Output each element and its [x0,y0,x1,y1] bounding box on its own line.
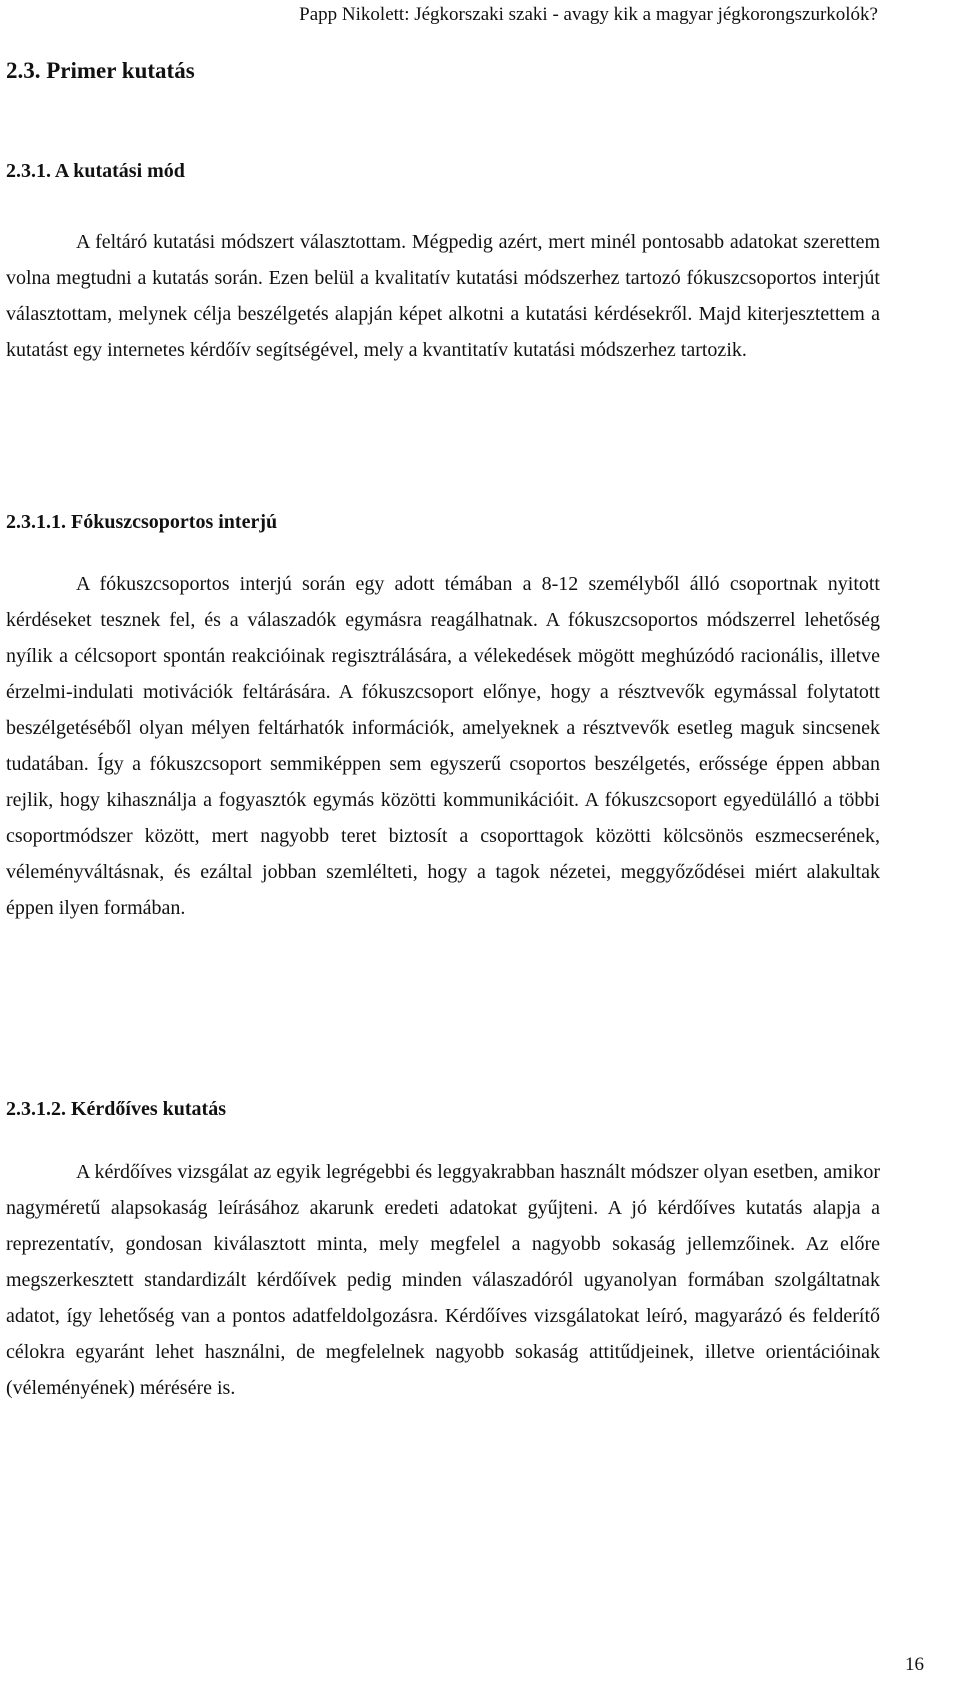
subsubsection-heading-questionnaire: 2.3.1.2. Kérdőíves kutatás [6,1098,226,1120]
subsubsection-heading-focus-group: 2.3.1.1. Fókuszcsoportos interjú [6,511,278,533]
paragraph-questionnaire: A kérdőíves vizsgálat az egyik legrégebbi és leggyakrabban használt módszer olyan esetben, amikor nagyméretű alapsokaság leírásához akarunk eredeti adatokat gyűjteni. A jó kérdőíves kutatás alapja a reprezentatív, gondosan kiválasztott minta, mely megfelel a nagyobb sokaság jellemzőinek. Az előre megszerkesztett standardizált kérdőívek pedig minden válaszadóról ugyanolyan formában szolgáltatnak adatot, így lehetőség van a pontos adatfeldolgozásra. Kérdőíves vizsgálatokat leíró, magyarázó és felderítő célokra egyaránt lehet használni, de megfelelnek nagyobb sokaság attitűdjeinek, illetve orientációinak (véleményének) mérésére is. [6,1161,880,1399]
page-number: 16 [905,1654,924,1675]
running-header: Papp Nikolett: Jégkorszaki szaki - avagy kik a magyar jégkorongszurkolók? [299,4,878,25]
subsection-heading: 2.3.1. A kutatási mód [6,160,185,182]
paragraph-research-method: A feltáró kutatási módszert választottam. Mégpedig azért, mert minél pontosabb adatokat szerettem volna megtudni a kutatás során. Ezen belül a kvalitatív kutatási módszerhez tartozó fókuszcsoportos interjút választottam, melynek célja beszélgetés alapján képet alkotni a kutatási kérdésekről. Majd kiterjesztettem a kutatást egy internetes kérdőív segítségével, mely a kvantitatív kutatási módszerhez tartozik. [6,231,880,361]
section-heading: 2.3. Primer kutatás [6,58,195,83]
paragraph-focus-group: A fókuszcsoportos interjú során egy adott témában a 8-12 személyből álló csoportnak nyitott kérdéseket tesznek fel, és a válaszadók egymásra reagálhatnak. A fókuszcsoportos módszerrel lehetőség nyílik a célcsoport spontán reakcióinak regisztrálására, a vélekedések mögött meghúzódó racionális, illetve érzelmi-indulati motivációk feltárására. A fókuszcsoport előnye, hogy a résztvevők egymással folytatott beszélgetéséből olyan mélyen feltárhatók információk, amelyeknek a résztvevők esetleg maguk sincsenek tudatában. Így a fókuszcsoport semmiképpen sem egyszerű csoportos beszélgetés, erőssége éppen abban rejlik, hogy kihasználja a fogyasztók egymás közötti kommunikációit. A fókuszcsoport egyedülálló a többi csoportmódszer között, mert nagyobb teret biztosít a csoporttagok közötti kölcsönös eszmecserének, véleményváltásnak, és ezáltal jobban szemlélteti, hogy a tagok nézetei, meggyőződései miért alakultak éppen ilyen formában. [6,573,880,919]
